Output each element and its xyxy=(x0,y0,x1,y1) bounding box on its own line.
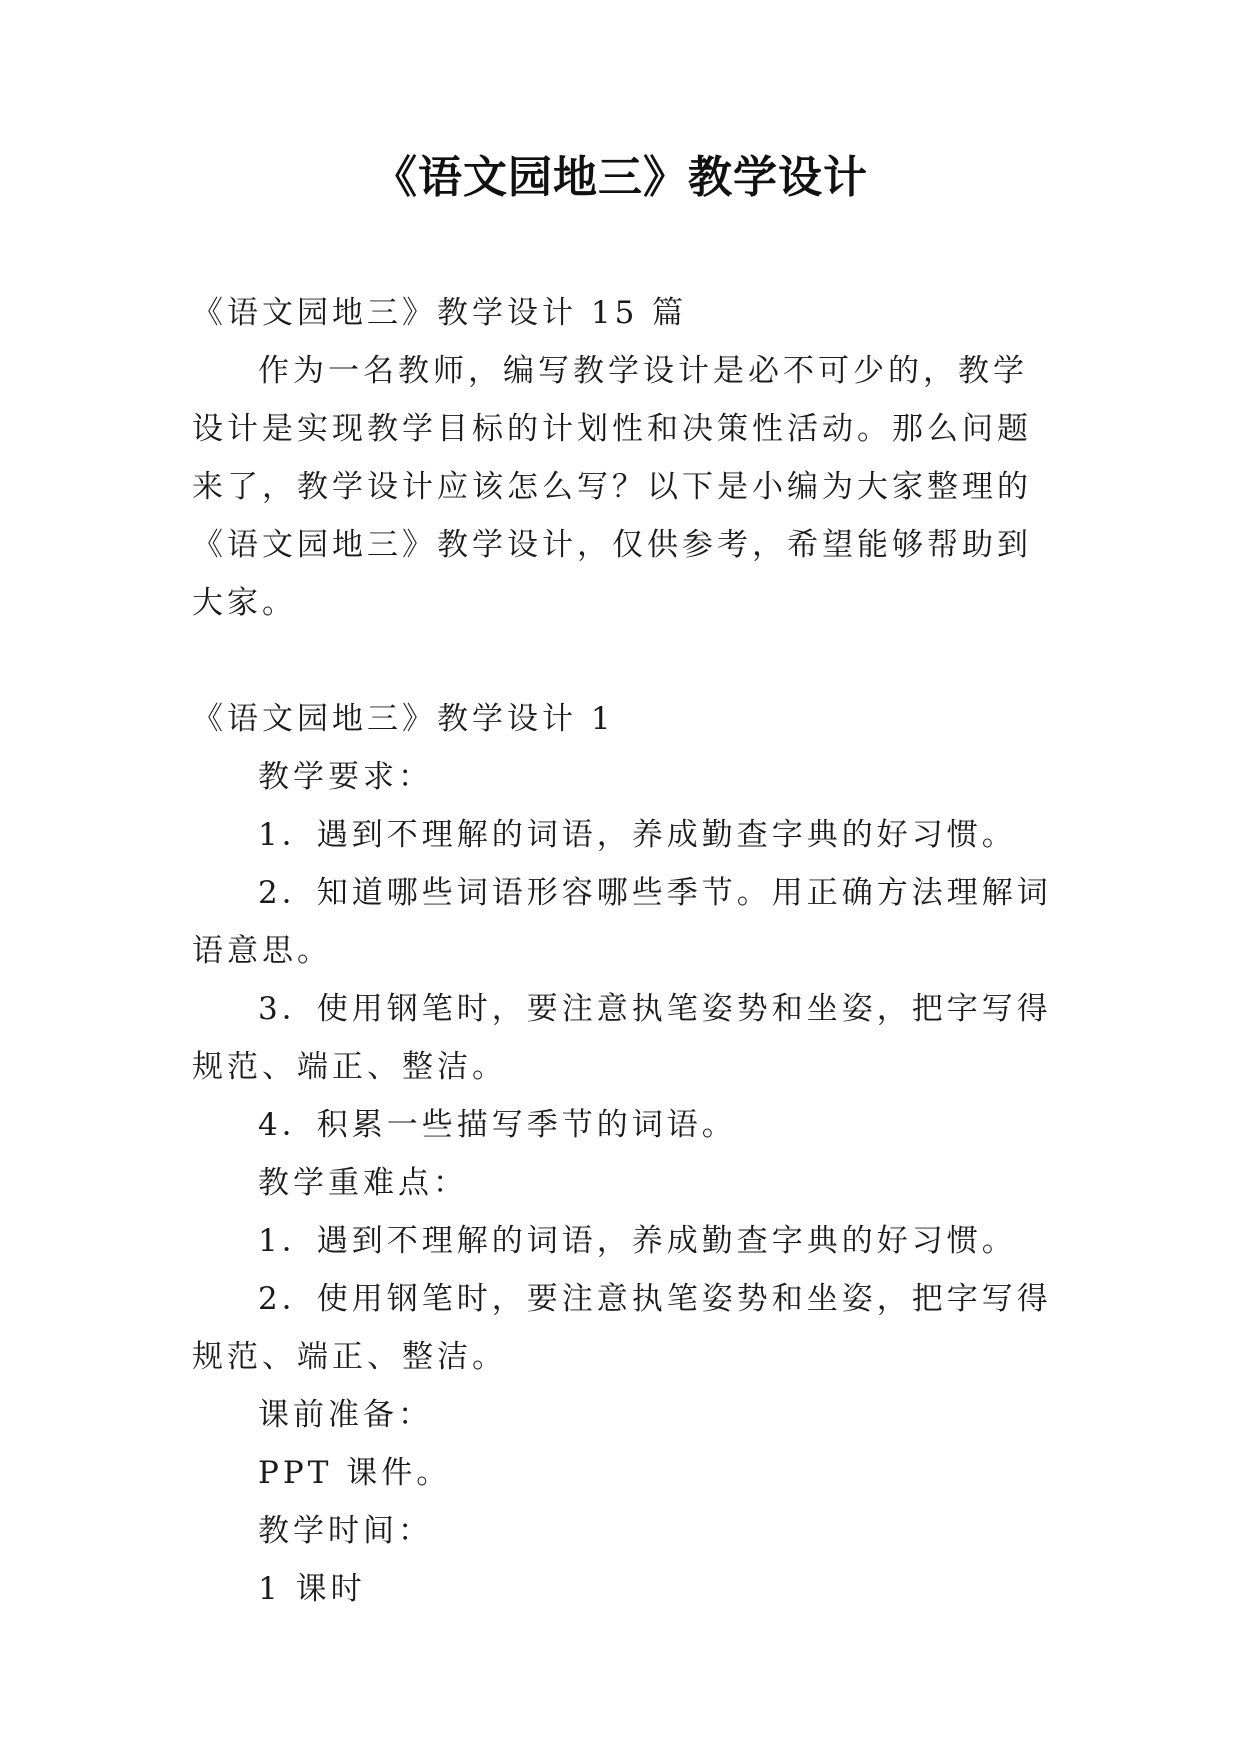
section-heading: 《语文园地三》教学设计 1 xyxy=(192,701,615,737)
requirements-label: 教学要求： xyxy=(258,759,433,795)
key-point-item: 1．遇到不理解的词语，养成勤查字典的好习惯。 xyxy=(258,1223,1017,1259)
document-title: 《语文园地三》教学设计 xyxy=(373,152,868,203)
requirement-item: 1．遇到不理解的词语，养成勤查字典的好习惯。 xyxy=(258,817,1017,853)
time-label: 教学时间： xyxy=(258,1513,433,1549)
prep-label: 课前准备： xyxy=(258,1397,433,1433)
document-subtitle: 《语文园地三》教学设计 15 篇 xyxy=(192,295,688,331)
intro-paragraph: 作为一名教师，编写教学设计是必不可少的，教学设计是实现教学目标的计划性和决策性活动。那么问题来了，教学设计应该怎么写？以下是小编为大家整理的《语文园地三》教学设计，仅供参考，希望能够帮助到大家。 xyxy=(192,353,1032,621)
requirement-item: 4．积累一些描写季节的词语。 xyxy=(258,1107,737,1143)
key-point-item: 2．使用钢笔时，要注意执笔姿势和坐姿，把字写得规范、端正、整洁。 xyxy=(192,1281,1052,1375)
time-value: 1 课时 xyxy=(258,1571,366,1607)
prep-value: PPT 课件。 xyxy=(258,1455,452,1491)
paragraph-gap xyxy=(192,632,1052,690)
document-body xyxy=(192,284,1052,1618)
key-points-label: 教学重难点： xyxy=(258,1165,468,1201)
requirement-item: 3．使用钢笔时，要注意执笔姿势和坐姿，把字写得规范、端正、整洁。 xyxy=(192,991,1052,1085)
requirement-item: 2．知道哪些词语形容哪些季节。用正确方法理解词语意思。 xyxy=(192,875,1052,969)
